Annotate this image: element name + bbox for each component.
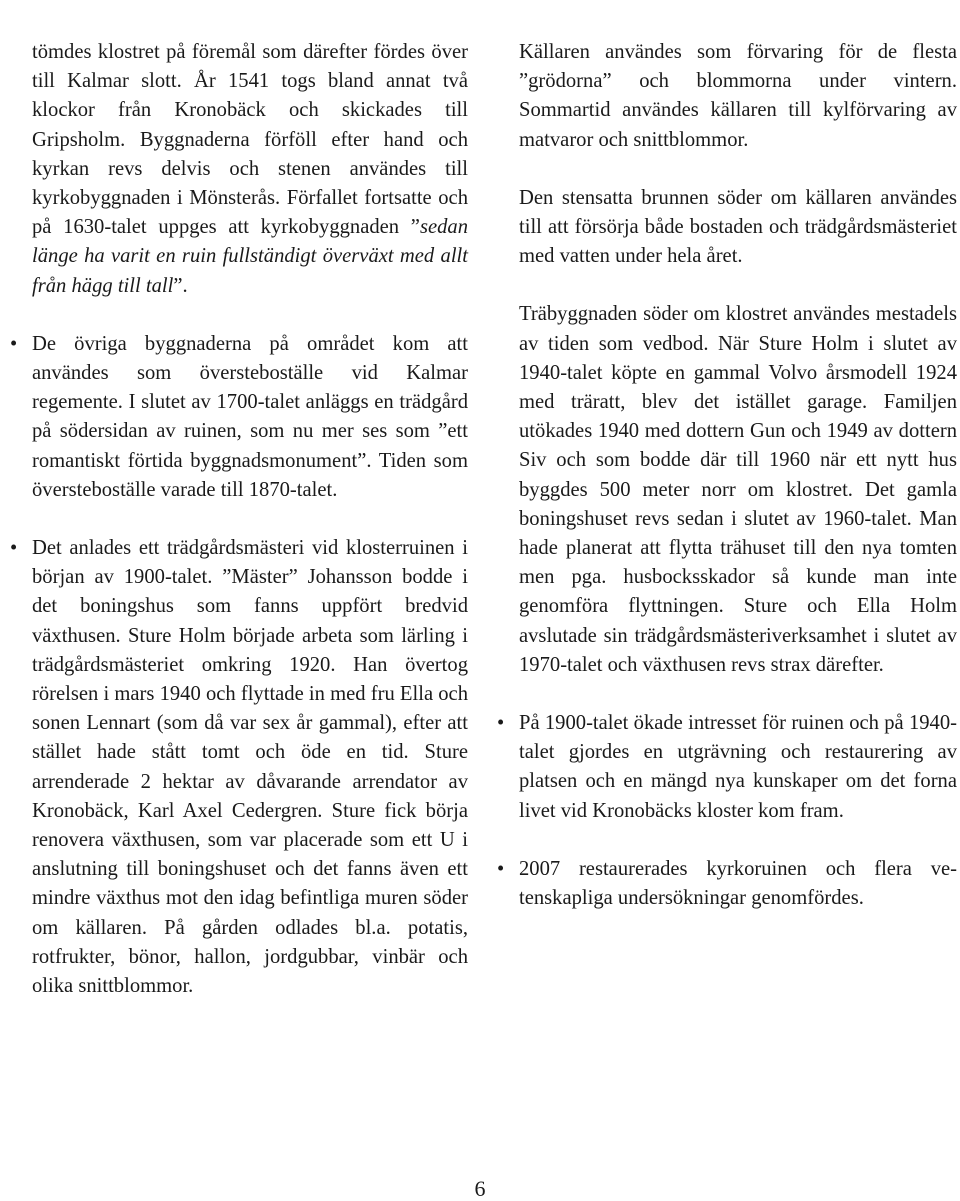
list-item	[10, 534, 468, 1001]
quote-italic: sedan länge ha varit en ruin fullständigt överväxt med allt från hägg till tall	[32, 216, 468, 297]
list-item	[10, 330, 468, 505]
right-column	[497, 38, 957, 913]
bullet: •	[10, 332, 18, 355]
bullet-text: 2007 restaurerades kyrkoruinen och flera vetenskapliga undersökningar genomfördes.	[519, 857, 957, 910]
page-number: 6	[474, 1176, 486, 1201]
bullet: •	[497, 712, 505, 735]
bullet: •	[497, 857, 505, 880]
bullet-text: På 1900-talet ökade intresset för ruinen och på 1940-talet gjordes en utgrävning och restaurering av platsen och en mängd nya kunskaper om det forna livet vid Kronobäcks kloster kom fram.	[519, 712, 957, 822]
paragraph-wooden-building: Träbyggnaden söder om klostret användes mestadels av tiden som vedbod. När Sture Holm i slutet av 1940-talet köpte en gammal Volvo årsmodell 1924 med träratt, blev det istället garage. Familjen utökades 1940 med dottern Gun och 1949 av dottern Siv och som bodde där till 1960 när ett nytt hus byggdes 500 meter norr om klostret. Det gamla boningshuset revs sedan i slutet av 1960-talet. Man hade planerat att flytta trähuset till den nya tomten men pga. husbocksskador så kunde man inte genomföra flyttningen. Sture och Ella Holm avslutade sin trädgårdsmästeriverksamhet i slutet av 1970-talet och växthusen revs strax därefter.	[519, 303, 957, 676]
bullet-text: Det anlades ett trädgårdsmästeri vid klosterruinen i början av 1900-talet. ”Mäster” Johansson bodde i det boningshus som fanns uppfört bredvid växthusen. Sture Holm började arbeta som lärling i trädgårdsmästeriet omkring 1920. Han övertog rörelsen i mars 1940 och flyttade in med fru Ella och sonen Lennart (som då var sex år gammal), efter att stället hade stått tomt och öde en tid. Sture arrenderade 2 hektar av dåvarande arrendator av Kronobäck, Karl Axel Cedergren. Sture fick börja renovera växthusen, som var placerade som ett U i anslutning till boningshuset och det fanns även ett mindre växthus mot den idag befintliga muren söder om källaren. På gården odlades bl.a. potatis, rotfrukter, bönor, hallon, jordgubbar, vinbär och olika snittblommor.	[32, 537, 468, 998]
bullet-text: De övriga byggnaderna på området kom att användes som översteboställe vid Kalmar regemente. I slutet av 1700-talet anläggs en trädgård på södersidan av ruinen, som nu mer ses som ”ett romantiskt förtida byggnadsmonument”. Tiden som översteboställe varade till 1870-talet.	[32, 332, 468, 501]
bullet: •	[10, 537, 18, 560]
paragraph-monastery-decay: tömdes klostret på föremål som därefter fördes över till Kalmar slott. År 1541 togs bland annat två klockor från Kronobäck och skickades till Gripsholm. Byggnaderna förföll efter hand och kyrkan revs delvis och stenen användes till kyrkobyggnaden i Mönsterås. Förfallet fortsatte och på 1630-talet uppges att kyrkobyggnaden ”sedan länge ha varit en ruin fullständigt överväxt med allt från hägg till tall”.	[32, 41, 468, 297]
paragraph-cellar: Källaren användes som förvaring för de flesta ”grödorna” och blommorna under vintern. Sommartid användes källaren till kylförvaring av matvaror och snittblommor.	[519, 41, 957, 151]
left-column	[10, 38, 468, 1001]
list-item	[497, 855, 957, 913]
list-item	[497, 709, 957, 826]
paragraph-well: Den stensatta brunnen söder om källaren användes till att försörja både bostaden och trädgårdsmästeriet med vatten under hela året.	[519, 186, 957, 268]
